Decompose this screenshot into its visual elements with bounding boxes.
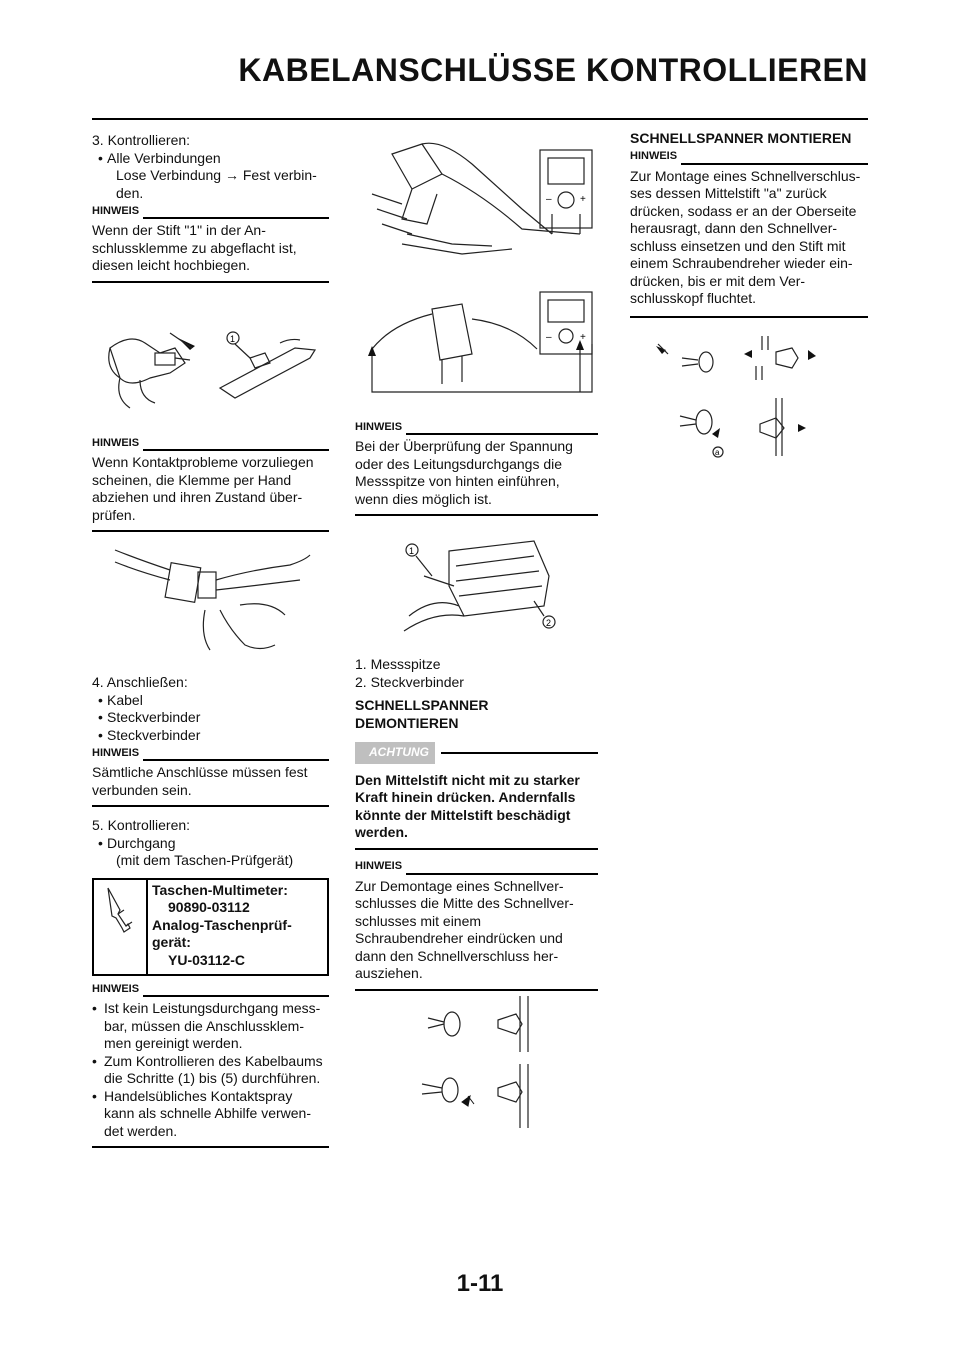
figure-callout: 1 (230, 334, 236, 344)
figure-callout: 1 (409, 546, 415, 556)
tool-number: YU-03112-C (168, 951, 246, 968)
step-3-detail-2: den. (116, 184, 144, 201)
figure-callout: a (715, 448, 720, 457)
achtung-tag: ACHTUNG (355, 742, 435, 764)
note-line: drücken, bis er mit dem Ver- (630, 272, 806, 289)
note-7 (630, 150, 868, 318)
note-heading: HINWEIS (92, 204, 140, 217)
note-4 (92, 982, 329, 1148)
step-3-label: 3. Kontrollieren: (92, 132, 191, 148)
note-line: einem Schraubendreher wieder ein- (630, 255, 853, 271)
legend-item: 2. Steckverbinder (355, 673, 464, 690)
note-line: ausziehen. (355, 965, 423, 981)
step-5: 5. Kontrollieren: • Durchgang (mit dem Taschen-Prüfgerät) (92, 817, 329, 870)
note-line: Wenn der Stift "1" in der An- (92, 222, 266, 238)
meter-minus-label: – (546, 194, 552, 205)
step-4: 4. Anschließen: • Kabel • Steckverbinder • Steckverbinder (92, 674, 329, 744)
note-line: herausragt, dann den Schnellver- (630, 220, 838, 236)
note-heading: HINWEIS (92, 982, 140, 995)
note-line: drücken, sodass er an der Oberseite (630, 202, 857, 219)
legend-item: 1. Messspitze (355, 656, 441, 672)
column-left (92, 132, 329, 283)
note-5 (355, 420, 598, 516)
note-line: schluss einsetzen und den Stift mit (630, 237, 846, 254)
note-line: Sämtliche Anschlüsse müssen fest (92, 764, 308, 780)
column-middle-part2 (355, 656, 598, 991)
note-line: schlusskopf fluchtet. (630, 290, 757, 306)
note-line: dann den Schnellverschluss her- (355, 947, 559, 964)
step-5-bullet: Durchgang (107, 834, 176, 851)
figure-clip-installation (652, 328, 832, 468)
step-3: 3. Kontrollieren: • Alle Verbindungen Lose Verbindung → Fest verbin- den. (92, 132, 329, 202)
note-3 (92, 746, 329, 807)
note-heading: HINWEIS (355, 860, 403, 872)
note-heading: HINWEIS (355, 420, 403, 433)
note-6 (355, 860, 598, 991)
figure-probe-connector (394, 536, 564, 651)
note-heading: HINWEIS (630, 150, 678, 162)
figure-connector-hand (110, 540, 320, 660)
note-bullet: • Ist kein Leistungsdurchgang mess- bar, müssen die Anschlussklem- men gereinigt werden. (92, 1000, 321, 1051)
note-line: Messspitze von hinten einführen, (355, 473, 560, 489)
note-line: Zur Montage eines Schnellverschlus- (630, 167, 861, 184)
achtung-box (355, 742, 598, 850)
column-right (630, 130, 868, 318)
tool-box (92, 878, 329, 977)
note-heading: HINWEIS (92, 746, 140, 759)
achtung-line: Den Mittelstift nicht mit zu starker (355, 771, 580, 788)
note-line: prüfen. (92, 506, 136, 523)
note-line: Bei der Überprüfung der Spannung (355, 438, 573, 454)
tool-name: Taschen-Multimeter: (152, 881, 288, 898)
note-heading: HINWEIS (92, 436, 140, 449)
step-4-label: 4. Anschließen: (92, 674, 188, 690)
section-title-montieren: SCHNELLSPANNER MONTIEREN (630, 130, 852, 146)
meter-plus-label: + (580, 194, 586, 205)
page-title: KABELANSCHLÜSSE KONTROLLIEREN (238, 52, 868, 88)
column-left-part3 (92, 674, 329, 1148)
note-1 (92, 204, 329, 283)
step-4-bullet: Kabel (107, 691, 143, 708)
note-2 (92, 436, 329, 532)
step-4-bullet: Steckverbinder (107, 709, 201, 725)
achtung-line: könnte der Mittelstift beschädigt (355, 806, 571, 823)
page-number: 1-11 (456, 1270, 504, 1297)
step-5-detail: (mit dem Taschen-Prüfgerät) (116, 852, 294, 868)
note-line: Zur Demontage eines Schnellver- (355, 877, 564, 894)
section-title-demontieren: SCHNELLSPANNER DEMONTIEREN (355, 697, 489, 731)
note-line: Schraubendreher eindrücken und (355, 930, 563, 946)
tool-name: Analog-Taschenprüf- (152, 916, 292, 933)
step-3-detail-1: Lose Verbindung → Fest verbin- (116, 167, 317, 183)
note-line: wenn dies möglich ist. (355, 490, 492, 507)
figure-callout: 2 (546, 618, 552, 628)
note-line: scheinen, die Klemme per Hand (92, 471, 292, 488)
note-line: schlussklemme zu abgeflacht ist, (92, 239, 297, 256)
tool-name: gerät: (152, 934, 191, 950)
figure-clip-removal (412, 992, 552, 1137)
note-bullet: • Handelsübliches Kontaktspray kann als schnelle Abhilfe verwen- det werden. (92, 1087, 312, 1139)
column-left-part2 (92, 434, 329, 532)
note-line: schlusses die Mitte des Schnellver- (355, 895, 574, 911)
meter-plus-label: + (580, 332, 586, 343)
note-line: Wenn Kontaktprobleme vorzuliegen (92, 454, 314, 470)
note-bullet: • Zum Kontrollieren des Kabelbaums die Schritte (1) bis (5) durchführen. (92, 1052, 323, 1086)
figure-multimeter-test (362, 134, 598, 409)
title-rule (92, 118, 868, 120)
tool-number: 90890-03112 (168, 899, 250, 915)
note-line: verbunden sein. (92, 781, 192, 798)
achtung-line: Kraft hinein drücken. Andernfalls (355, 789, 576, 805)
step-5-label: 5. Kontrollieren: (92, 817, 191, 833)
note-line: abziehen und ihren Zustand über- (92, 489, 303, 505)
column-middle (355, 418, 598, 516)
achtung-line: werden. (355, 824, 408, 840)
note-line: schlusses mit einem (355, 912, 482, 929)
note-line: oder des Leitungsdurchgangs die (355, 455, 563, 472)
step-3-bullet: Alle Verbindungen (107, 149, 221, 166)
step-4-bullet: Steckverbinder (107, 726, 201, 743)
note-line: ses dessen Mittelstift "a" zurück (630, 185, 827, 201)
figure-terminal-pin (100, 318, 330, 418)
meter-minus-label: – (546, 332, 552, 343)
multimeter-icon (94, 880, 148, 975)
note-line: diesen leicht hochbiegen. (92, 257, 251, 273)
